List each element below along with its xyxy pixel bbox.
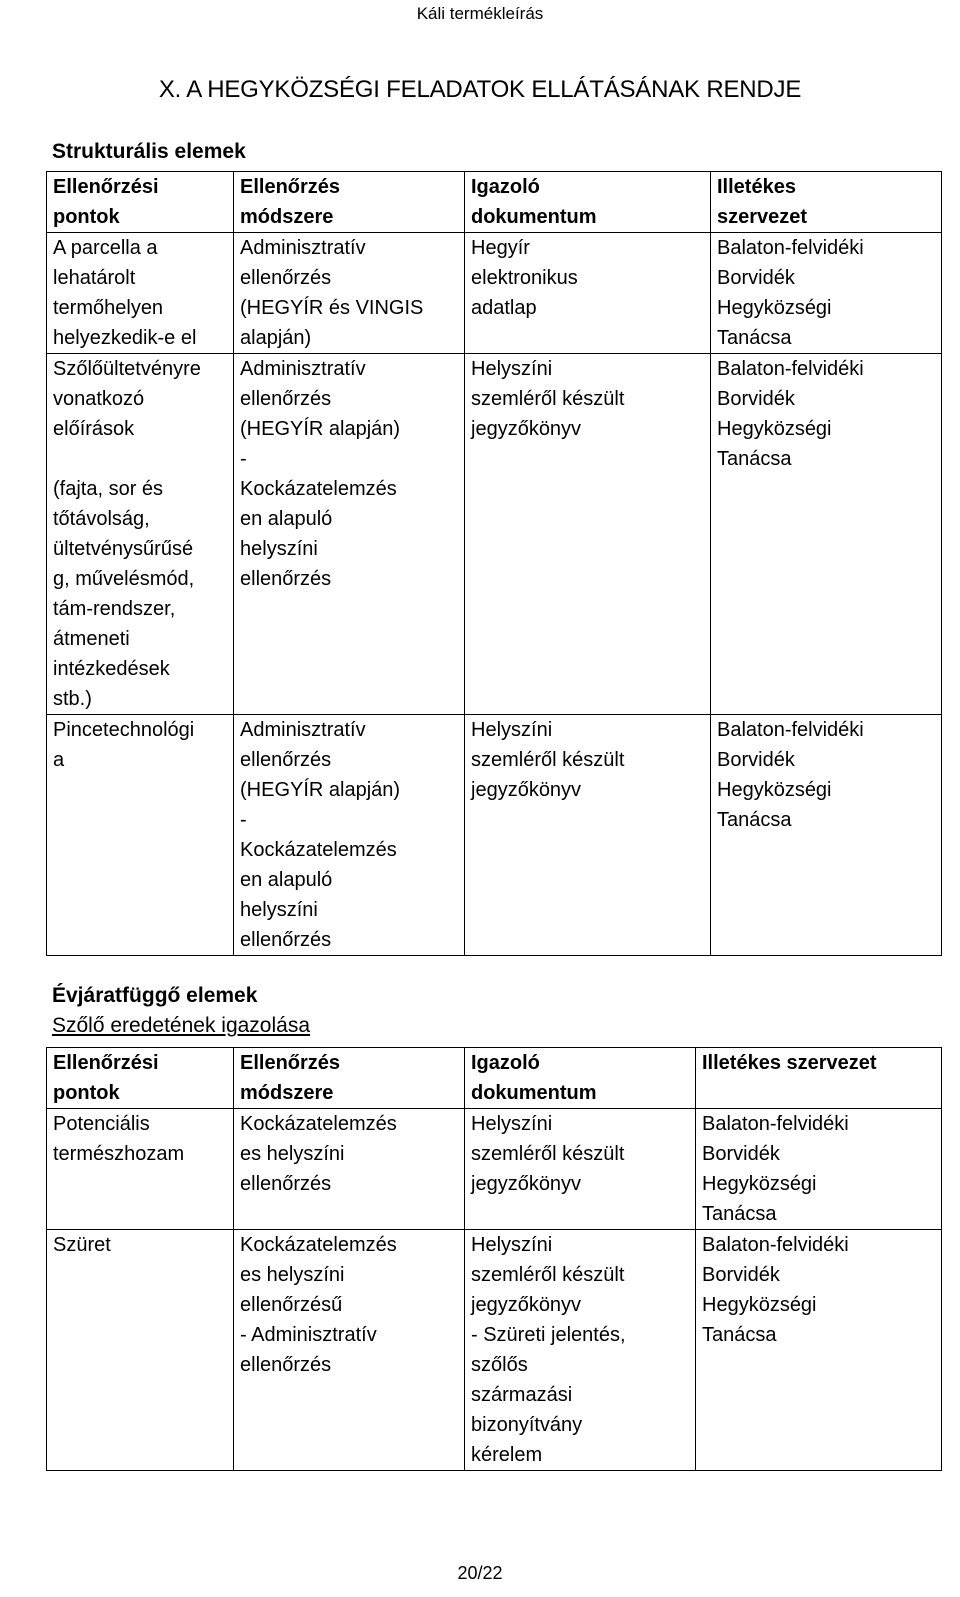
document-title: X. A HEGYKÖZSÉGI FELADATOK ELLÁTÁSÁNAK RENDJE xyxy=(158,76,802,103)
column-header-supporting-document: Igazoló dokumentum xyxy=(465,172,711,233)
cell-control-point: Potenciális természhozam xyxy=(47,1109,234,1230)
cell-supporting-document: Helyszíni szemléről készült jegyzőkönyv xyxy=(465,354,711,715)
structural-elements-table xyxy=(46,171,942,956)
cell-control-method: Kockázatelemzés es helyszíni ellenőrzés xyxy=(234,1109,465,1230)
table-row xyxy=(47,233,942,354)
page-number: 20/22 xyxy=(457,1563,503,1583)
column-header-control-method: Ellenőrzés módszere xyxy=(234,1048,465,1109)
cell-control-method: Kockázatelemzés es helyszíni ellenőrzésű - Adminisztratív ellenőrzés xyxy=(234,1230,465,1471)
running-header: Káli termékleírás xyxy=(416,4,544,23)
cell-responsible-organization: Balaton-felvidéki Borvidék Hegyközségi Tanácsa xyxy=(711,715,942,956)
cell-control-point: Pincetechnológi a xyxy=(47,715,234,956)
structural-elements-heading: Strukturális elemek xyxy=(52,140,246,163)
column-header-control-method: Ellenőrzés módszere xyxy=(234,172,465,233)
cell-supporting-document: Helyszíni szemléről készült jegyzőkönyv - Szüreti jelentés, szőlős származási bizonyítvány kérelem xyxy=(465,1230,696,1471)
cell-control-method: Adminisztratív ellenőrzés (HEGYÍR alapján) - Kockázatelemzés en alapuló helyszíni ellenőrzés xyxy=(234,715,465,956)
cell-control-point: A parcella a lehatárolt termőhelyen helyezkedik-e el xyxy=(47,233,234,354)
vintage-elements-heading: Évjáratfüggő elemek xyxy=(52,984,258,1007)
table-row xyxy=(47,1230,942,1471)
column-header-control-points: Ellenőrzési pontok xyxy=(47,1048,234,1109)
column-header-responsible-organization: Illetékes szervezet xyxy=(696,1048,942,1109)
cell-supporting-document: Helyszíni szemléről készült jegyzőkönyv xyxy=(465,715,711,956)
table-row xyxy=(47,715,942,956)
cell-control-point: Szőlőültetvényre vonatkozó előírások (fajta, sor és tőtávolság, ültetvénysűrűsé g, művelésmód, tám-rendszer, átmeneti intézkedések stb.) xyxy=(47,354,234,715)
table-row xyxy=(47,354,942,715)
column-header-supporting-document: Igazoló dokumentum xyxy=(465,1048,696,1109)
table-header-row xyxy=(47,172,942,233)
table-header-row xyxy=(47,1048,942,1109)
table-row xyxy=(47,1109,942,1230)
cell-control-method: Adminisztratív ellenőrzés (HEGYÍR és VINGIS alapján) xyxy=(234,233,465,354)
cell-responsible-organization: Balaton-felvidéki Borvidék Hegyközségi Tanácsa xyxy=(711,233,942,354)
column-header-control-points: Ellenőrzési pontok xyxy=(47,172,234,233)
cell-supporting-document: Helyszíni szemléről készült jegyzőkönyv xyxy=(465,1109,696,1230)
cell-responsible-organization: Balaton-felvidéki Borvidék Hegyközségi Tanácsa xyxy=(711,354,942,715)
grape-origin-subheading: Szőlő eredetének igazolása xyxy=(52,1014,311,1037)
vintage-elements-table xyxy=(46,1047,942,1471)
cell-supporting-document: Hegyír elektronikus adatlap xyxy=(465,233,711,354)
cell-responsible-organization: Balaton-felvidéki Borvidék Hegyközségi Tanácsa xyxy=(696,1109,942,1230)
cell-control-point: Szüret xyxy=(47,1230,234,1471)
cell-control-method: Adminisztratív ellenőrzés (HEGYÍR alapján) - Kockázatelemzés en alapuló helyszíni ellenőrzés xyxy=(234,354,465,715)
cell-responsible-organization: Balaton-felvidéki Borvidék Hegyközségi Tanácsa xyxy=(696,1230,942,1471)
column-header-responsible-organization: Illetékes szervezet xyxy=(711,172,942,233)
